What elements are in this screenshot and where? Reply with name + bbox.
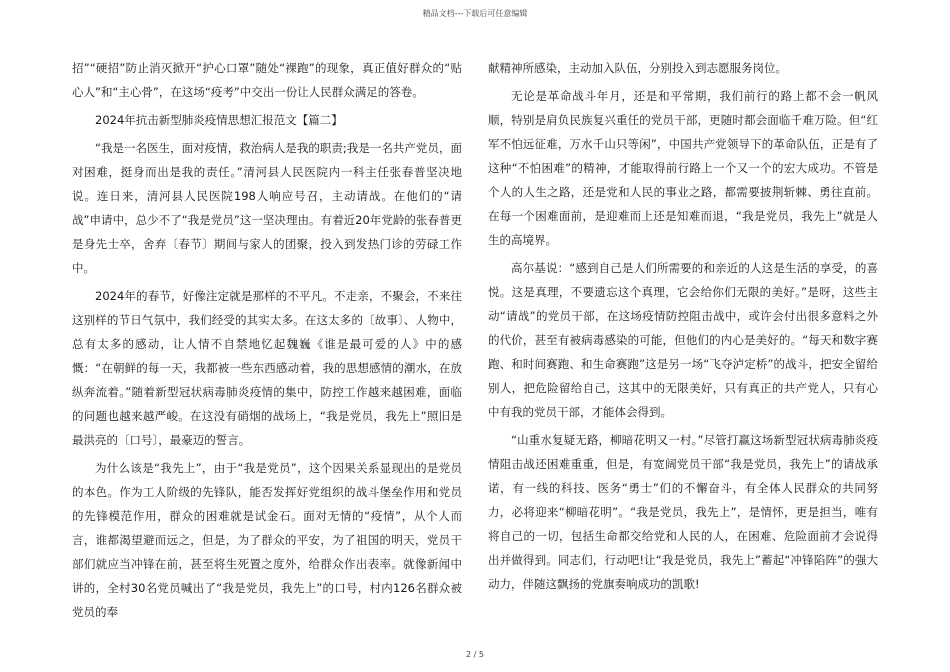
paragraph: 献精神所感染，主动加入队伍，分别投入到志愿服务岗位。 <box>488 61 787 75</box>
paragraph: 高尔基说：“感到自己是人们所需要的和亲近的人这是生活的享受，的喜悦。这是真理，不要遗忘这个真理，它会给你们无限的美好。”是呀，这些主动“请战”的党员干部，在这场疫情防控阻击战中，或许会付出很多意料之外的代价，甚至有被病毒感染的可能，但他们的内心是美好的。“每天和数字赛跑、和时间赛跑、和生命赛跑”这是另一场“飞夺泸定桥”的战斗，把安全留给别人，把危险留给自己，这其中的无限美好，只有真正的共产党人，只有心中有我的党员干部，才能体会得到。 <box>488 261 878 419</box>
page-number: 2 / 5 <box>466 650 484 659</box>
paragraph: 为什么该是“我先上”，由于“我是党员”，这个因果关系显现出的是党员的本色。作为工人阶级的先锋队，能否发挥好党组织的战斗堡垒作用和党员的先锋模范作用，群众的困难就是试金石。面对无情的“疫情”，从个人而言，谁都渴望避而远之，但是，为了群众的平安，为了祖国的明天，党员干部们就应当冲锋在前，甚至将生死置之度外，给群众作出表率。就像新闻中讲的，全村30名党员喊出了“我是党员，我先上”的口号，村内126名群众被党员的奉 <box>72 461 462 619</box>
paragraph: 无论是革命战斗年月，还是和平常期，我们前行的路上都不会一帆风顺，特别是肩负民族复兴重任的党员干部，更随时都会面临千难万险。但“红军不怕远征难，万水千山只等闲”，中国共产党领导下的革命队伍，正是有了这种“不怕困难”的精神，才能取得前行路上一个又一个的宏大成功。不管是个人的人生之路，还是党和人民的事业之路，都需要披荆斩棘、勇往直前。在每一个困难面前，是迎难而上还是知难而退，“我是党员，我先上”就是人生的高境界。 <box>488 89 878 247</box>
right-column <box>488 56 878 600</box>
paragraph: “我是一名医生，面对疫情，救治病人是我的职责;我是一名共产党员，面对困难，挺身而出是我的责任。”清河县人民医院内一科主任张春普坚决地说。连日来，清河县人民医院198人响应号召，主动请战。在他们的“请战”申请中，总少不了“我是党员”这一坚决理由。有着近20年党龄的张春普更是身先士卒，舍弃〔春节〕期间与家人的团聚，投入到发热门诊的劳碌工作中。 <box>72 141 462 275</box>
paragraph: “山重水复疑无路，柳暗花明又一村。”尽管打赢这场新型冠状病毒肺炎疫情阻击战还困难重重，但是，有宽阔党员干部“我是党员，我先上”的请战承诺，有一线的科技、医务“勇士”们的不懈奋斗，有全体人民群众的共同努力，必将迎来“柳暗花明”。“我是党员，我先上”，是情怀，更是担当，唯有将自己的一切，包括生命都交给党和人民的人，在困难、危险面前才会说得出并做得到。同志们，行动吧!让“我是党员，我先上”蓄起“冲锋陷阵”的强大动力，伴随这飘扬的党旗奏响成功的凯歌! <box>488 433 878 591</box>
page-header: 精品文档---下载后可任意编辑 <box>422 9 528 18</box>
left-column <box>72 56 462 628</box>
paragraph: 招”“硬招”防止消灭掀开“护心口罩”随处“裸跑”的现象，真正值好群众的“贴心人”和“主心骨”，在这场“疫考”中交出一份让人民群众满足的答卷。 <box>72 61 462 99</box>
paragraph: 2024年的春节，好像注定就是那样的不平凡。不走亲，不聚会，不来往这别样的节日气氛中，我们经受的其实太多。在这太多的〔故事〕、人物中，总有太多的感动，让人情不自禁地忆起魏巍《谁是最可爱的人》中的感慨：“在朝鲜的每一天，我都被一些东西感动着，我的思想感情的潮水，在放纵奔流着。”随着新型冠状病毒肺炎疫情的集中，防控工作越来越困难，面临的问题也越来越严峻。在这没有硝烟的战场上，“我是党员，我先上”照旧是最洪亮的〔口号〕，最豪迈的誓言。 <box>72 289 462 447</box>
section-heading: 2024年抗击新型肺炎疫情思想汇报范文【篇二】 <box>95 113 343 127</box>
